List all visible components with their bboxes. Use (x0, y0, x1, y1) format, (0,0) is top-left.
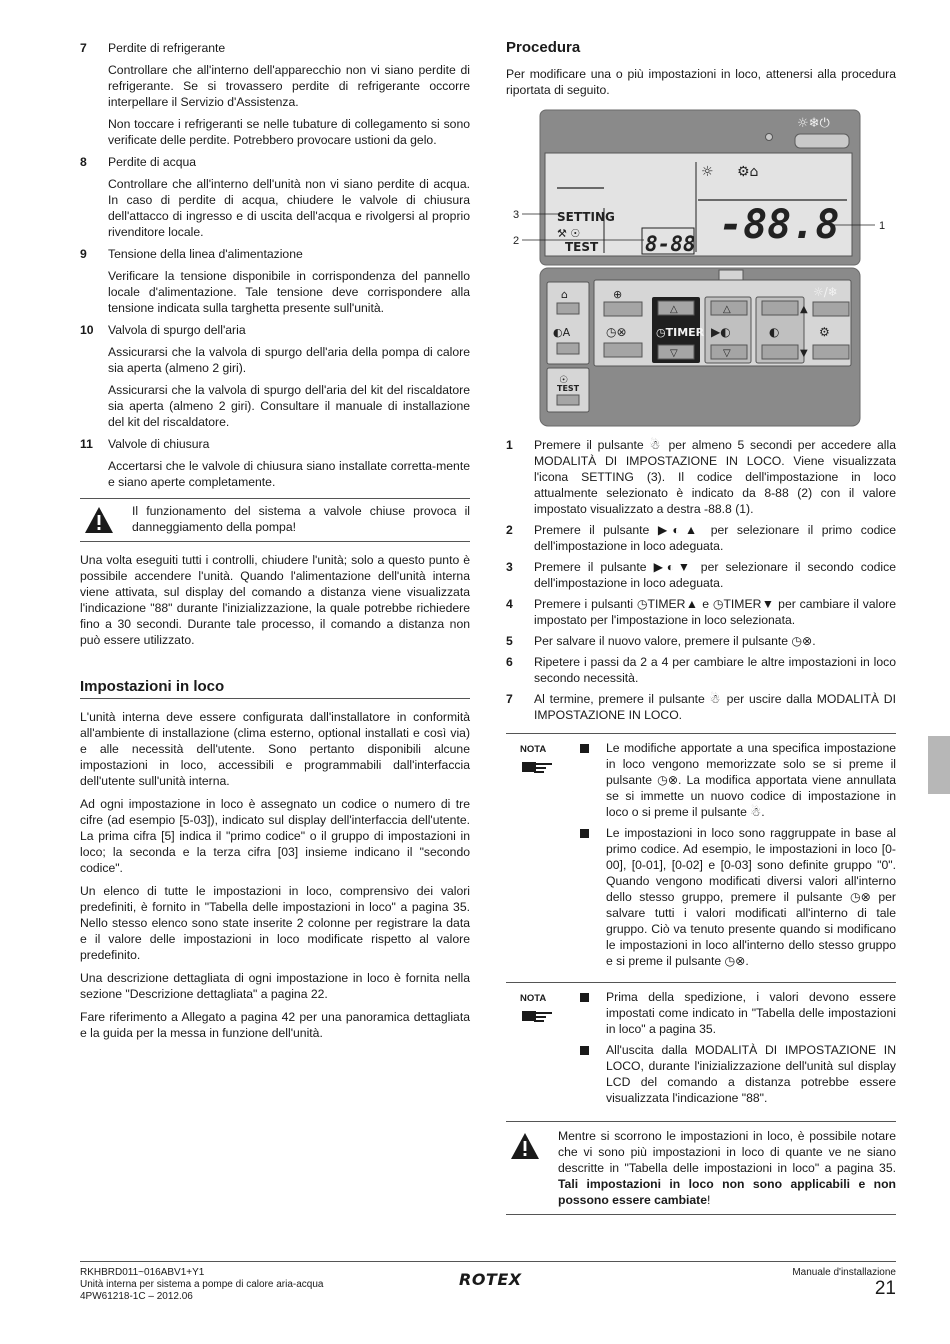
section-paragraphs (80, 709, 470, 1041)
chapter-tab (928, 736, 950, 794)
procedure-step (506, 559, 896, 591)
note-bullet: All'uscita dalla MODALITÀ DI IMPOSTAZIONE IN LOCO, durante l'inizializzazione dell'unità sul display LCD del comando a distanza potrebbe essere visualizzata l'indicazione "88". (606, 1043, 896, 1105)
note-box-1 (506, 733, 896, 978)
check-item-heading (80, 436, 470, 452)
right-column (506, 40, 896, 98)
svg-text:▼: ▼ (800, 348, 808, 359)
remote-controller-illustration (505, 110, 886, 428)
item-paragraph: Controllare che all'interno dell'apparecchio non vi siano perdite di refrigerante. Se si trovassero perdite di refrigerante occorre interpellare il Servizio d'Assistenza. (108, 63, 470, 109)
step-text: Al termine, premere il pulsante ☃ per uscire dalla MODALITÀ DI IMPOSTAZIONE IN LOCO. (534, 692, 896, 722)
step-text: Premere il pulsante ▶◐▲ per selezionare il primo codice dell'impostazione in loco adeguata. (534, 523, 896, 553)
svg-text:▽: ▽ (723, 348, 731, 359)
svg-text:☼❄⏻: ☼❄⏻ (797, 116, 830, 131)
svg-text:▶◐: ▶◐ (711, 325, 731, 339)
note-label-2: NOTA (520, 993, 547, 1004)
item-number: 9 (80, 247, 87, 261)
step-text: Premere il pulsante ▶◐▼ per selezionare il secondo codice dell'impostazione in loco adeguata. (534, 560, 896, 590)
step-number: 1 (506, 438, 513, 452)
svg-text:☉: ☉ (559, 375, 568, 386)
check-item-heading (80, 322, 470, 338)
footer-model: RKHBRD011~016ABV1+Y1 (80, 1267, 205, 1278)
note-bullet: Prima della spedizione, i valori devono essere impostati come indicato in "Tabella delle impostazioni in loco" a pagina 35. (606, 990, 896, 1036)
check-item-heading (80, 246, 470, 262)
warning-2-text: Mentre si scorrono le impostazioni in loco, è possibile notare che vi sono più impostazioni in loco di quante ve ne siano descritte in "Tabella delle impostazioni in loco" a pagina 35. (558, 1129, 896, 1175)
footer-doc-code: 4PW61218-1C – 2012.06 (80, 1291, 193, 1302)
item-paragraph: Accertarsi che le valvole di chiusura siano installate corretta-mente e siano aperte completamente. (108, 459, 470, 489)
warning-box (80, 498, 470, 542)
svg-text:◐: ◐ (769, 325, 780, 339)
footer-description: Unità interna per sistema a pompe di calore aria-acqua (80, 1279, 324, 1290)
step-text: Premere il pulsante ☃ per almeno 5 secondi per accedere alla MODALITÀ DI IMPOSTAZIONE IN LOCO. Viene visualizzata l'icona SETTING (3). Il codice dell'impostazione in loco attualmente selezionato è indicato da 8-88 (2) con il valore impostato visualizzato a destra -88.8 (1). (534, 438, 896, 516)
warning-2-end: ! (707, 1193, 711, 1207)
check-item-heading (80, 40, 470, 56)
note-label: NOTA (520, 744, 547, 755)
svg-text:1: 1 (879, 220, 886, 232)
item-paragraph: Controllare che all'interno dell'unità non vi siano perdite di acqua. In caso di perdite di acqua, chiudere le valvole di chiusura dell'attacco di ingresso e di uscita dell'acqua e rivolgersi al proprio rivenditore locale. (108, 177, 470, 239)
procedure-steps-area (506, 437, 896, 1215)
check-items (80, 40, 470, 490)
item-title: Tensione della linea d'alimentazione (108, 247, 303, 261)
step-number: 4 (506, 597, 513, 611)
note-1-bullets (606, 740, 896, 969)
warning-icon (84, 506, 114, 534)
svg-text:◐A: ◐A (553, 326, 571, 339)
step-number: 2 (506, 523, 513, 537)
lcd-value: -88.8 (719, 202, 840, 248)
button-timer-label: ◷TIMER (656, 326, 705, 339)
pointing-hand-icon (520, 756, 554, 776)
footer-manual-title: Manuale d'installazione (792, 1267, 896, 1278)
after-warning-text: Una volta eseguiti tutti i controlli, chiudere l'unità; solo a questo punto è possibile accendere l'unità. Quando l'alimentazione dell'unità interna viene attivata, sul display del comando a distanza viene visualizzata l'indicazione "88" durante l'inizializzazione, la quale potrebbe richiedere fino a 30 secondi. Durante tale processo, il comando a distanza non può essere utilizzato. (80, 553, 470, 647)
svg-text:▲: ▲ (800, 304, 808, 315)
item-number: 7 (80, 41, 87, 55)
step-number: 3 (506, 560, 513, 574)
footer-left (80, 1267, 323, 1303)
page-number: 21 (874, 1278, 896, 1299)
lcd-test-label: TEST (565, 240, 599, 254)
step-text: Premere i pulsanti ◷TIMER▲ e ◷TIMER▼ per cambiare il valore impostato per l'impostazione in loco selezionata. (534, 597, 896, 627)
svg-text:⚙: ⚙ (819, 325, 830, 339)
section-title: Impostazioni in loco (80, 679, 470, 699)
procedure-steps (506, 437, 896, 723)
item-title: Perdite di refrigerante (108, 41, 226, 55)
warning-icon (510, 1132, 540, 1160)
note-bullet: Le impostazioni in loco sono raggruppate in base al primo codice. Ad esempio, le impostazioni in loco [0-00], [0-01], [0-02] e [0-03] sono definite gruppo "0". Quando vengono modificati diversi valori all'interno dello stesso gruppo, premere il pulsante ◷⊗ per salvare tutti i valori modificati all'interno di tale gruppo. Ciò va tenuto presente quando si modificano le impostazioni in loco all'interno dello stesso gruppo e si preme il pulsante ◷⊗. (606, 826, 896, 968)
check-item-heading (80, 154, 470, 170)
svg-text:△: △ (723, 304, 731, 315)
section-paragraph: Una descrizione dettagliata di ogni impostazione in loco è fornita nella sezione "Descrizione dettagliata" a pagina 22. (80, 971, 470, 1001)
procedure-step (506, 691, 896, 723)
procedure-intro: Per modificare una o più impostazioni in loco, attenersi alla procedura riportata di seguito. (506, 67, 896, 97)
item-title: Valvola di spurgo dell'aria (108, 323, 246, 337)
check-item (80, 322, 470, 430)
svg-text:☼: ☼ (701, 164, 714, 180)
procedure-step (506, 633, 896, 649)
warning-box-2 (506, 1121, 896, 1215)
svg-text:△: △ (670, 304, 678, 315)
svg-text:▽: ▽ (670, 348, 678, 359)
lcd-setting-label: SETTING (557, 210, 615, 224)
item-paragraph: Assicurarsi che la valvola di spurgo dell'aria della pompa di calore sia aperta (almeno 2 giri). (108, 345, 470, 375)
note-2-bullets (606, 989, 896, 1106)
warning-text: Il funzionamento del sistema a valvole chiuse provoca il danneggiamento della pompa! (132, 504, 470, 534)
section-paragraph: L'unità interna deve essere configurata dall'installatore in conformità all'ambiente di installazione (clima esterno, optional installati e così via) e alle necessità dell'utente. Sono pertanto disponibili alcune impostazioni in loco, accessibili e programmabili dall'interfaccia dell'utente sull'unità interna. (80, 710, 470, 788)
item-paragraph: Verificare la tensione disponibile in corrispondenza del pannello locale d'alimentazione. Tale tensione deve corrispondere alla tensione indicata sulla targhetta presente sull'unità. (108, 269, 470, 315)
step-number: 5 (506, 634, 513, 648)
svg-text:☼/❄: ☼/❄ (813, 285, 838, 299)
pointing-hand-icon (520, 1005, 554, 1025)
step-text: Ripetere i passi da 2 a 4 per cambiare le altre impostazioni in loco secondo necessità. (534, 655, 896, 685)
svg-text:⊕: ⊕ (613, 288, 623, 301)
section-paragraph: Ad ogni impostazione in loco è assegnato un codice o numero di tre cifre (ad esempio [5-03]), indicato sul display dell'interfaccia dell'utente. La prima cifra [5] indica il "primo codice" o il gruppo di impostazioni in loco; la seconda e la terza cifra [03] insieme indicano il "secondo codice". (80, 797, 470, 875)
note-box-2 (506, 982, 896, 1115)
brand-logo: ROTEX (459, 1270, 522, 1289)
procedure-step (506, 596, 896, 628)
section-paragraph: Un elenco di tutte le impostazioni in loco, comprensivo dei valori predefiniti, è fornito in "Tabella delle impostazioni in loco" a pagina 35. Nello stesso elenco sono state inserite 2 colonne per registrare la data e il valore delle impostazioni in loco modificate rispetto al valore predefinito. (80, 884, 470, 962)
item-paragraph: Assicurarsi che la valvola di spurgo dell'aria del kit del riscaldatore sia aperta (almeno 2 giri). Consultare il manuale di installazione del kit del riscaldatore. (108, 383, 470, 429)
button-test-label: TEST (557, 384, 580, 393)
procedure-step (506, 522, 896, 554)
warning-2-bold: Tali impostazioni in loco non sono applicabili e non possono essere cambiate (558, 1177, 896, 1207)
check-item (80, 436, 470, 490)
check-item (80, 40, 470, 148)
item-number: 10 (80, 323, 94, 337)
note-bullet: Le modifiche apportate a una specifica impostazione in loco vengono memorizzate solo se si preme il pulsante ◷⊗. La modifica apportata viene annullata se si immette un nuovo codice di impostazione in loco o si preme il pulsante ☃. (606, 741, 896, 819)
step-number: 6 (506, 655, 513, 669)
svg-text:⌂: ⌂ (561, 288, 568, 301)
svg-text:⚙⌂: ⚙⌂ (737, 164, 759, 180)
item-title: Valvole di chiusura (108, 437, 210, 451)
check-item (80, 154, 470, 240)
step-text: Per salvare il nuovo valore, premere il pulsante ◷⊗. (534, 634, 816, 648)
item-title: Perdite di acqua (108, 155, 197, 169)
svg-text:3: 3 (513, 209, 520, 221)
svg-text:⚒ ☉: ⚒ ☉ (557, 227, 581, 240)
svg-text:◷⊗: ◷⊗ (606, 325, 627, 339)
lcd-code: 8-88 (645, 232, 696, 256)
procedure-step (506, 437, 896, 517)
procedure-step (506, 654, 896, 686)
check-item (80, 246, 470, 316)
section-paragraph: Fare riferimento a Allegato a pagina 42 per una panoramica dettagliata e la guida per la messa in funzione dell'unità. (80, 1010, 470, 1040)
step-number: 7 (506, 692, 513, 706)
procedure-title: Procedura (506, 39, 581, 56)
svg-text:2: 2 (513, 235, 520, 247)
item-number: 8 (80, 155, 87, 169)
footer-right (792, 1267, 896, 1299)
item-paragraph: Non toccare i refrigeranti se nelle tubature di collegamento si sono verificate delle perdite. Potrebbero provocare ustioni da gelo. (108, 117, 470, 147)
item-number: 11 (80, 437, 93, 451)
left-column (80, 40, 470, 1048)
